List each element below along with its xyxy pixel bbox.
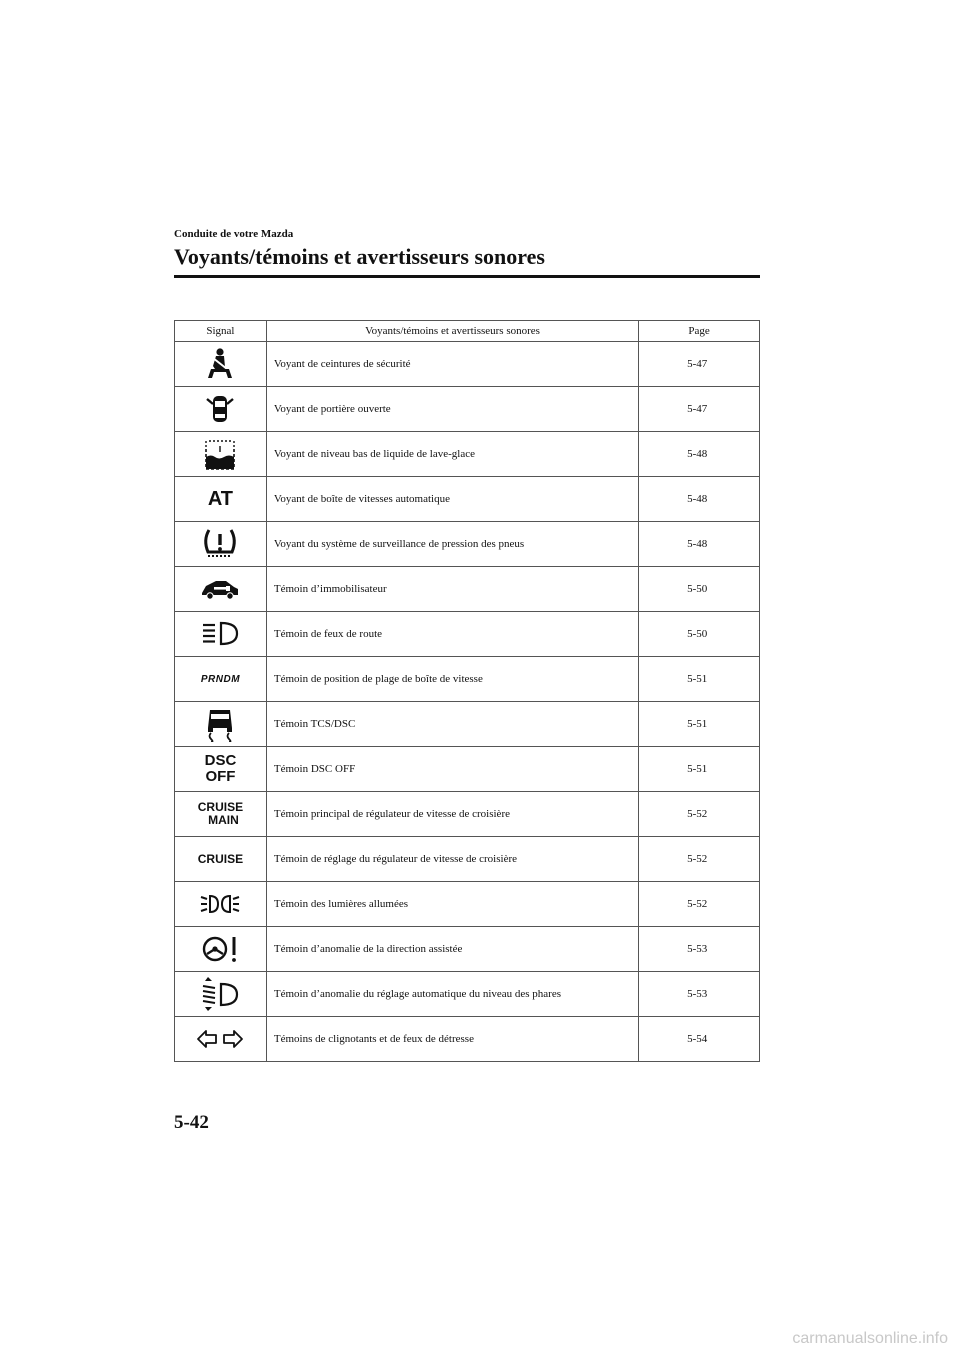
table-row	[175, 1017, 760, 1062]
page-cell: 5-50	[639, 612, 760, 657]
signal-cell	[175, 477, 267, 522]
cruise-set-icon: CRUISE	[197, 851, 244, 866]
tcs-dsc-icon	[203, 706, 237, 742]
description-cell: Voyant de boîte de vitesses automatique	[266, 477, 638, 522]
immobilizer-icon	[200, 577, 240, 601]
description-cell: Témoin principal de régulateur de vitesse de croisière	[266, 792, 638, 837]
table-row	[175, 432, 760, 477]
description-cell: Témoin des lumières allumées	[266, 882, 638, 927]
page-cell: 5-51	[639, 747, 760, 792]
page-cell: 5-52	[639, 882, 760, 927]
signal-cell	[175, 792, 267, 837]
table-row	[175, 612, 760, 657]
page-cell: 5-47	[639, 387, 760, 432]
page-cell: 5-48	[639, 432, 760, 477]
page-number: 5-42	[174, 1112, 209, 1133]
table-row	[175, 477, 760, 522]
table-row	[175, 792, 760, 837]
table-row	[175, 702, 760, 747]
page-title: Voyants/témoins et avertisseurs sonores	[174, 244, 545, 269]
turn-signal-icon	[196, 1028, 244, 1050]
warning-light-table	[174, 320, 760, 1062]
signal-cell	[175, 612, 267, 657]
page-cell: 5-52	[639, 792, 760, 837]
seatbelt-icon	[203, 347, 237, 381]
description-cell: Témoin de réglage du régulateur de vitesse de croisière	[266, 837, 638, 882]
page-cell: 5-54	[639, 1017, 760, 1062]
description-cell: Témoin de feux de route	[266, 612, 638, 657]
signal-cell	[175, 387, 267, 432]
table-row	[175, 522, 760, 567]
description-cell: Voyant du système de surveillance de pression des pneus	[266, 522, 638, 567]
high-beam-icon	[200, 620, 240, 648]
watermark: carmanualsonline.info	[792, 1330, 948, 1347]
signal-cell	[175, 747, 267, 792]
headlight-leveling-icon	[200, 976, 240, 1012]
page-cell: 5-47	[639, 342, 760, 387]
table-row	[175, 972, 760, 1017]
page-cell: 5-53	[639, 972, 760, 1017]
signal-cell	[175, 342, 267, 387]
table-row	[175, 747, 760, 792]
description-cell: Témoin TCS/DSC	[266, 702, 638, 747]
table-row	[175, 567, 760, 612]
table-row	[175, 387, 760, 432]
description-cell: Témoin de position de plage de boîte de vitesse	[266, 657, 638, 702]
table-header-row	[175, 321, 760, 342]
washer-fluid-icon	[203, 437, 237, 471]
at-icon: AT	[207, 488, 234, 510]
dsc-off-icon-line-1: DSC	[204, 752, 237, 770]
column-header-page: Page	[639, 321, 760, 342]
signal-cell	[175, 432, 267, 477]
signal-cell	[175, 702, 267, 747]
gear-position-icon: PRNDM	[200, 674, 241, 685]
cruise-main-icon	[198, 801, 243, 827]
signal-cell	[175, 522, 267, 567]
page-cell: 5-48	[639, 477, 760, 522]
signal-cell	[175, 882, 267, 927]
description-cell: Témoins de clignotants et de feux de détresse	[266, 1017, 638, 1062]
section-label: Conduite de votre Mazda	[174, 228, 294, 240]
column-header-signal: Signal	[175, 321, 267, 342]
cruise-main-icon-line-1: CRUISE	[197, 799, 244, 814]
title-divider	[174, 275, 760, 278]
page-cell: 5-52	[639, 837, 760, 882]
page-cell: 5-50	[639, 567, 760, 612]
table-row	[175, 927, 760, 972]
column-header-description: Voyants/témoins et avertisseurs sonores	[266, 321, 638, 342]
table-row	[175, 342, 760, 387]
signal-cell	[175, 837, 267, 882]
power-steering-icon	[200, 933, 240, 965]
dsc-off-icon	[205, 753, 237, 785]
dsc-off-icon-line-2: OFF	[205, 768, 236, 785]
page-cell: 5-51	[639, 657, 760, 702]
tire-pressure-icon	[200, 526, 240, 562]
description-cell: Témoin d’anomalie du réglage automatique du niveau des phares	[266, 972, 638, 1017]
description-cell: Voyant de portière ouverte	[266, 387, 638, 432]
description-cell: Témoin d’immobilisateur	[266, 567, 638, 612]
door-open-icon	[204, 392, 236, 426]
table-row	[175, 837, 760, 882]
signal-cell	[175, 1017, 267, 1062]
signal-cell	[175, 657, 267, 702]
page-cell: 5-48	[639, 522, 760, 567]
page-cell: 5-51	[639, 702, 760, 747]
description-cell: Témoin d’anomalie de la direction assistée	[266, 927, 638, 972]
table-row	[175, 657, 760, 702]
page-cell: 5-53	[639, 927, 760, 972]
cruise-main-icon-line-2: MAIN	[208, 813, 239, 827]
table-row	[175, 882, 760, 927]
description-cell: Voyant de ceintures de sécurité	[266, 342, 638, 387]
description-cell: Voyant de niveau bas de liquide de lave-glace	[266, 432, 638, 477]
description-cell: Témoin DSC OFF	[266, 747, 638, 792]
signal-cell	[175, 567, 267, 612]
signal-cell	[175, 972, 267, 1017]
signal-cell	[175, 927, 267, 972]
lights-on-icon	[199, 892, 241, 916]
